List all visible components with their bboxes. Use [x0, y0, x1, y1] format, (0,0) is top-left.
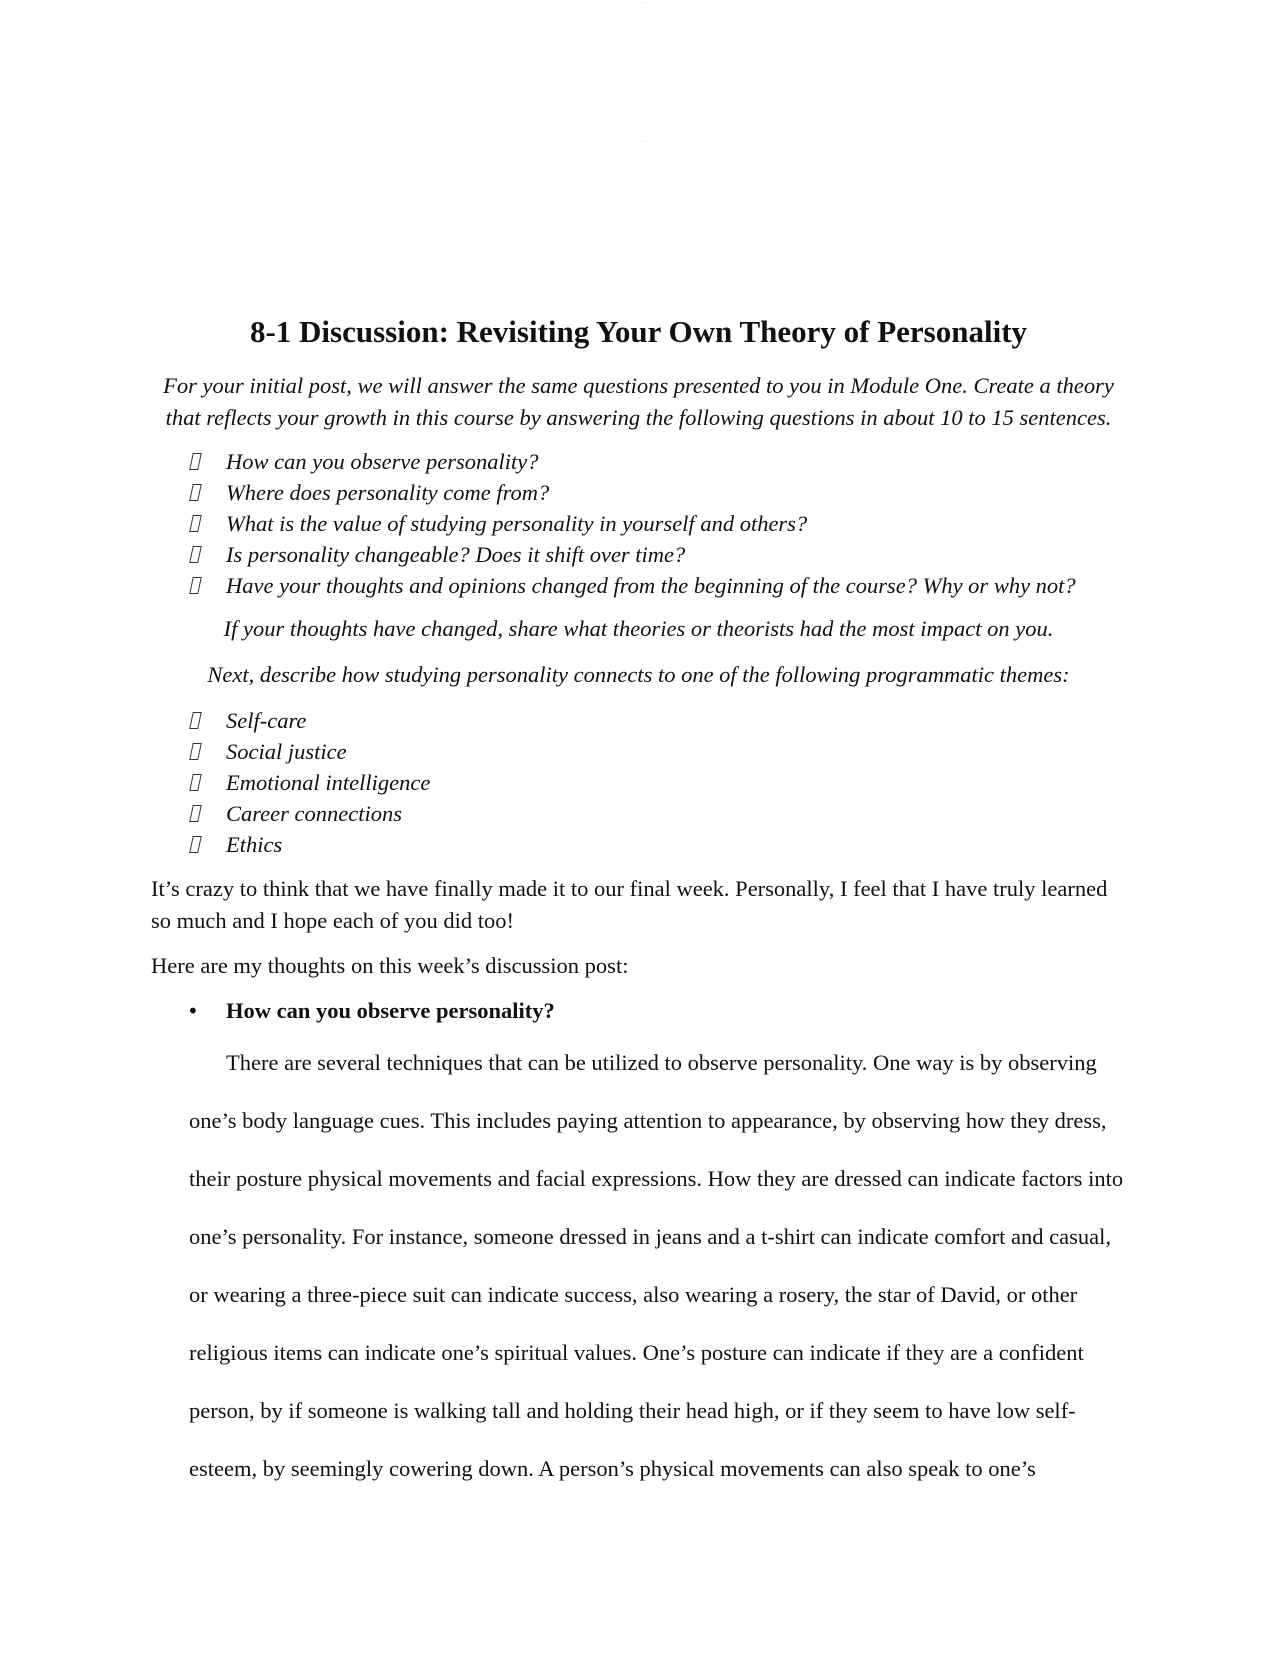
list-item [151, 478, 1126, 507]
list-item-text: What is the value of studying personality in yourself and others? [226, 511, 808, 536]
list-item [151, 706, 1126, 735]
list-item-text: Self-care [226, 708, 307, 733]
list-item-text: Where does personality come from? [226, 480, 550, 505]
document-content [151, 313, 1126, 1498]
post-paragraph: Here are my thoughts on this week’s discussion post: [151, 953, 629, 978]
theme-list [151, 706, 1126, 859]
missing-glyph-icon [191, 478, 200, 510]
list-item [151, 799, 1126, 828]
list-item [151, 830, 1126, 859]
list-item-text: Career connections [226, 801, 403, 826]
list-item-text: Emotional intelligence [226, 770, 431, 795]
list-item [151, 571, 1126, 600]
answer-heading-list [151, 996, 1126, 1026]
missing-glyph-icon [191, 768, 200, 800]
list-item [151, 737, 1126, 766]
list-item [151, 509, 1126, 538]
list-item-text: Social justice [226, 739, 347, 764]
header-mark: ··· ··· ·· ····· [630, 0, 650, 4]
page-title: 8-1 Discussion: Revisiting Your Own Theory of Personality [249, 314, 1028, 349]
missing-glyph-icon [191, 509, 200, 541]
missing-glyph-icon [191, 799, 200, 831]
list-item [151, 447, 1126, 476]
missing-glyph-icon [191, 540, 200, 572]
missing-glyph-icon [191, 737, 200, 769]
bullet-icon: • [187, 998, 199, 1023]
answer-heading: How can you observe personality? [226, 997, 555, 1023]
list-item [151, 996, 1126, 1026]
header-mark: ··· ··· ·· ····· [630, 139, 650, 143]
list-item-text: Have your thoughts and opinions changed from the beginning of the course? Why or why not? [226, 573, 1076, 598]
missing-glyph-icon [191, 706, 200, 738]
list-item [151, 768, 1126, 797]
missing-glyph-icon [191, 571, 200, 603]
answer-paragraph: There are several techniques that can be utilized to observe personality. One way is by observing one’s body language cues. This includes paying attention to appearance, by observing how they dress, their posture physical movements and facial expressions. How they are dressed can indicate factors into one’s personality. For instance, someone dressed in jeans and a t-shirt can indicate comfort and casual, or wearing a three-piece suit can indicate success, also wearing a rosery, the star of David, or other religious items can indicate one’s spiritual values. One’s posture can indicate if they are a confident person, by if someone is walking tall and holding their head high, or if they seem to have low self-esteem, by seemingly cowering down. A person’s physical movements can also speak to one’s [189, 1049, 1124, 1481]
missing-glyph-icon [191, 830, 200, 862]
list-item-text: Ethics [226, 832, 283, 857]
question-list [151, 447, 1126, 600]
missing-glyph-icon [191, 447, 200, 479]
changed-prompt: If your thoughts have changed, share what theories or theorists had the most impact on you. [223, 616, 1054, 641]
prompt-intro: For your initial post, we will answer the same questions presented to you in Module One. Create a theory that reflects your growth in this course by answering the following questions in about 10 to 15 sentences. [163, 373, 1114, 430]
themes-prompt: Next, describe how studying personality connects to one of the following programmatic themes: [207, 662, 1070, 687]
list-item-text: How can you observe personality? [226, 449, 539, 474]
list-item [151, 540, 1126, 569]
list-item-text: Is personality changeable? Does it shift over time? [226, 542, 686, 567]
post-paragraph: It’s crazy to think that we have finally made it to our final week. Personally, I feel that I have truly learned so much and I hope each of you did too! [151, 876, 1108, 933]
